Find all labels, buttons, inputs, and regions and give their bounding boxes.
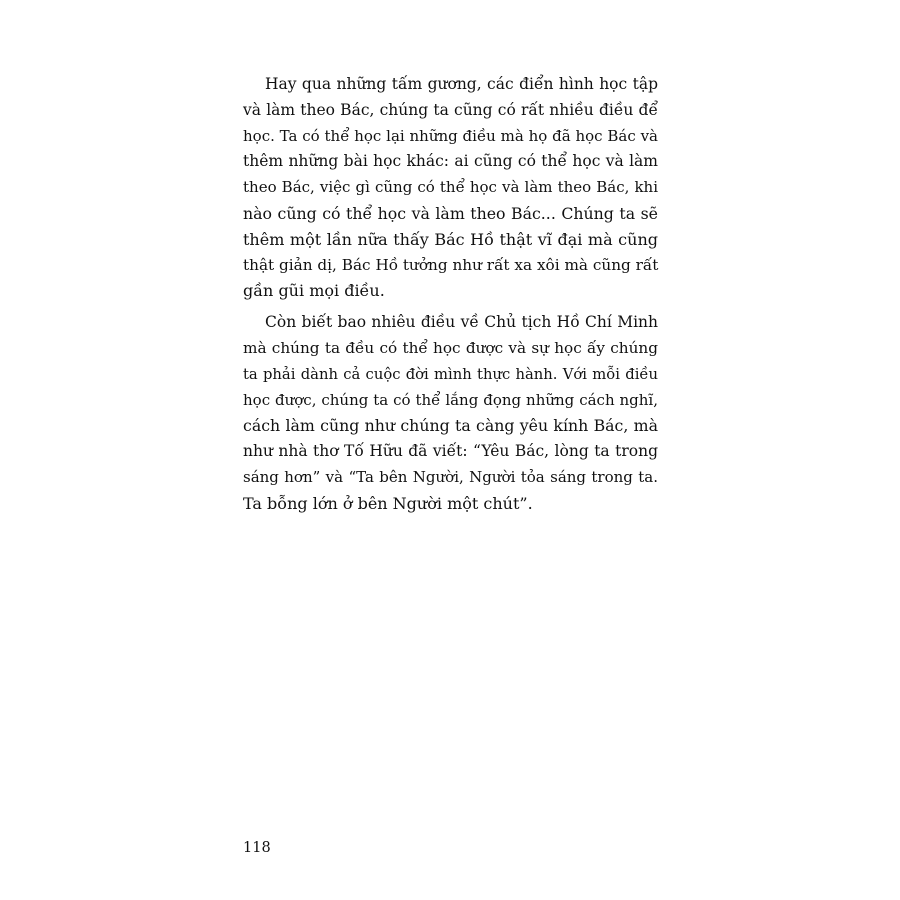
text-line: Còn biết bao nhiêu điều về Chủ tịch Hồ Chí Minh	[265, 313, 658, 332]
text-line: cách làm cũng như chúng ta càng yêu kính Bác, mà	[243, 416, 658, 436]
text-line: nào cũng có thể học và làm theo Bác... Chúng ta sẽ	[243, 203, 658, 223]
text-line: Ta bỗng lớn ở bên Người một chút”.	[243, 493, 533, 513]
text-line: như nhà thơ Tố Hữu đã viết: “Yêu Bác, lòng ta trong	[243, 442, 658, 461]
text-line: học. Ta có thể học lại những điều mà họ đã học Bác và	[243, 126, 658, 145]
text-line: gần gũi mọi điều.	[243, 281, 385, 301]
text-line: học được, chúng ta có thể lắng đọng những cách nghĩ,	[243, 390, 658, 409]
text-line: ta phải dành cả cuộc đời mình thực hành. Với mỗi điều	[243, 365, 658, 383]
text-line: thật giản dị, Bác Hồ tưởng như rất xa xôi mà cũng rất	[243, 255, 659, 274]
text-line: sáng hơn” và “Ta bên Người, Người tỏa sáng trong ta.	[243, 467, 658, 486]
text-line: theo Bác, việc gì cũng có thể học và làm theo Bác, khi	[243, 178, 658, 197]
page-number: 118	[243, 840, 271, 856]
text-line: thêm một lần nữa thấy Bác Hồ thật vĩ đại mà cũng	[243, 229, 658, 249]
text-line: mà chúng ta đều có thể học được và sự học ấy chúng	[243, 338, 658, 357]
body-text	[243, 72, 658, 517]
paragraph-1	[243, 72, 658, 304]
paragraph-2	[243, 310, 658, 516]
text-line: thêm những bài học khác: ai cũng có thể học và làm	[243, 152, 658, 171]
text-line: và làm theo Bác, chúng ta cũng có rất nhiều điều để	[243, 100, 658, 119]
text-line: Hay qua những tấm gương, các điển hình học tập	[265, 75, 658, 93]
